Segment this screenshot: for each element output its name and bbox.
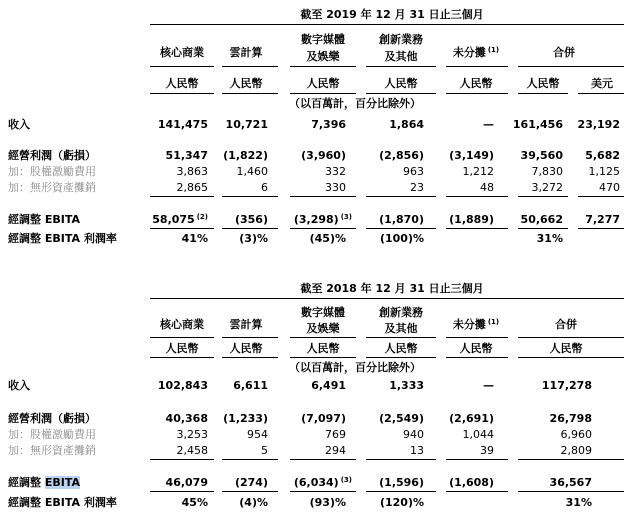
cell: (1,596) [379, 476, 424, 489]
col-consol: 合併 [555, 318, 577, 331]
row-label-ebita[interactable]: 經調整 EBITA [8, 476, 80, 489]
cell: 2,809 [560, 444, 592, 457]
cell: 470 [599, 181, 620, 194]
cell: (3,298) $^{(3)}$ [293, 213, 352, 226]
cell: — [483, 379, 494, 392]
cell: (100)% [379, 232, 424, 245]
col-innov: 創新業務 [379, 33, 423, 46]
cell: 46,079 [165, 476, 208, 489]
col-unalloc: 未分攤 $^{(1)}$ [452, 318, 500, 331]
cell: 41% [181, 232, 208, 245]
currency-rmb: 人民幣 [549, 342, 583, 355]
col-digital-2: 及娛樂 [306, 50, 340, 63]
cell: (3)% [239, 232, 268, 245]
cell: 161,456 [512, 118, 563, 131]
col-innov: 創新業務 [379, 306, 423, 319]
cell: (2,691) [449, 412, 494, 425]
cell: 6,491 [311, 379, 346, 392]
currency-rmb: 人民幣 [306, 342, 340, 355]
cell: — [483, 118, 494, 131]
cell: (93)% [309, 496, 346, 509]
cell: 1,333 [389, 379, 424, 392]
cell: 45% [181, 496, 208, 509]
cell: 2,458 [176, 444, 208, 457]
row-label-margin: 經調整 EBITA 利潤率 [8, 232, 117, 245]
cell: (2,549) [379, 412, 424, 425]
unit-note: （以百萬計，百分比除外） [289, 361, 421, 374]
cell: (7,097) [301, 412, 346, 425]
cell: 1,460 [236, 165, 268, 178]
col-cloud: 雲計算 [229, 46, 263, 59]
cell: 36,567 [549, 476, 592, 489]
currency-rmb: 人民幣 [229, 77, 263, 90]
cell: 7,396 [311, 118, 346, 131]
cell: 6,960 [560, 428, 592, 441]
cell: 117,278 [541, 379, 592, 392]
cell: (1,608) [449, 476, 494, 489]
row-label-revenue: 收入 [8, 118, 30, 131]
col-core: 核心商業 [160, 46, 204, 59]
cell: 294 [325, 444, 346, 457]
row-label-op-income: 經營利潤（虧損） [8, 412, 96, 425]
cell: (1,822) [223, 149, 268, 162]
cell: 332 [325, 165, 346, 178]
cell: (3,149) [449, 149, 494, 162]
row-label-ebita: 經調整 EBITA [8, 213, 80, 226]
row-label-margin: 經調整 EBITA 利潤率 [8, 496, 117, 509]
col-digital-2: 及娛樂 [306, 322, 340, 335]
selected-text: EBITA [44, 476, 80, 489]
cell: 39,560 [520, 149, 563, 162]
cell: 31% [536, 232, 563, 245]
currency-rmb: 人民幣 [526, 77, 560, 90]
cell: 50,662 [520, 213, 563, 226]
col-innov-2: 及其他 [384, 322, 418, 335]
cell: 5,682 [585, 149, 620, 162]
cell: 39 [480, 444, 494, 457]
cell: 6 [261, 181, 268, 194]
row-label-revenue: 收入 [8, 379, 30, 392]
col-core: 核心商業 [160, 318, 204, 331]
currency-rmb: 人民幣 [306, 77, 340, 90]
col-cloud: 雲計算 [229, 318, 263, 331]
row-label-amort: 加：無形資產攤銷 [8, 181, 96, 194]
divider [150, 24, 624, 25]
currency-rmb: 人民幣 [459, 77, 493, 90]
row-label-sbc: 加：股權激勵費用 [8, 428, 96, 441]
row-label-amort: 加：無形資產攤銷 [8, 444, 96, 457]
cell: 141,475 [157, 118, 208, 131]
cell: 51,347 [165, 149, 208, 162]
currency-rmb: 人民幣 [384, 77, 418, 90]
cell: (274) [234, 476, 268, 489]
cell: 954 [247, 428, 268, 441]
cell: 48 [480, 181, 494, 194]
cell: 23 [410, 181, 424, 194]
cell: 31% [565, 496, 592, 509]
currency-rmb: 人民幣 [165, 77, 199, 90]
cell: 102,843 [157, 379, 208, 392]
divider [150, 298, 624, 299]
cell: (1,233) [223, 412, 268, 425]
cell: 5 [261, 444, 268, 457]
cell: (3,960) [301, 149, 346, 162]
currency-usd: 美元 [591, 77, 613, 90]
cell: 3,863 [176, 165, 208, 178]
cell: 10,721 [225, 118, 268, 131]
cell: 6,611 [233, 379, 268, 392]
cell: 1,212 [462, 165, 494, 178]
period-header-2019: 截至 2019 年 12 月 31 日止三個月 [300, 8, 484, 21]
cell: 1,864 [389, 118, 424, 131]
cell: (4)% [239, 496, 268, 509]
cell: 23,192 [577, 118, 620, 131]
col-digital: 數字媒體 [301, 33, 345, 46]
col-digital: 數字媒體 [301, 306, 345, 319]
cell: 3,253 [176, 428, 208, 441]
cell: 769 [325, 428, 346, 441]
cell: (356) [234, 213, 268, 226]
cell: (6,034) $^{(3)}$ [293, 476, 352, 489]
cell: 58,075 $^{(2)}$ [152, 213, 208, 226]
cell: 40,368 [165, 412, 208, 425]
cell: 26,798 [549, 412, 592, 425]
unit-note: （以百萬計，百分比除外） [289, 97, 421, 110]
cell: 3,272 [531, 181, 563, 194]
cell: (2,856) [379, 149, 424, 162]
cell: (45)% [309, 232, 346, 245]
cell: 13 [410, 444, 424, 457]
currency-rmb: 人民幣 [384, 342, 418, 355]
currency-rmb: 人民幣 [459, 342, 493, 355]
cell: (1,870) [379, 213, 424, 226]
col-consol: 合併 [553, 46, 575, 59]
cell: 330 [325, 181, 346, 194]
period-header-2018: 截至 2018 年 12 月 31 日止三個月 [300, 282, 484, 295]
row-label-sbc: 加：股權激勵費用 [8, 165, 96, 178]
cell: (120)% [379, 496, 424, 509]
row-label-op-income: 經營利潤（虧損） [8, 149, 96, 162]
cell: 963 [403, 165, 424, 178]
currency-rmb: 人民幣 [229, 342, 263, 355]
cell: 7,277 [585, 213, 620, 226]
cell: 940 [403, 428, 424, 441]
cell: 2,865 [176, 181, 208, 194]
cell: (1,889) [449, 213, 494, 226]
col-unalloc: 未分攤 $^{(1)}$ [452, 46, 500, 59]
col-innov-2: 及其他 [384, 50, 418, 63]
currency-rmb: 人民幣 [165, 342, 199, 355]
cell: 7,830 [531, 165, 563, 178]
cell: 1,044 [462, 428, 494, 441]
cell: 1,125 [588, 165, 620, 178]
